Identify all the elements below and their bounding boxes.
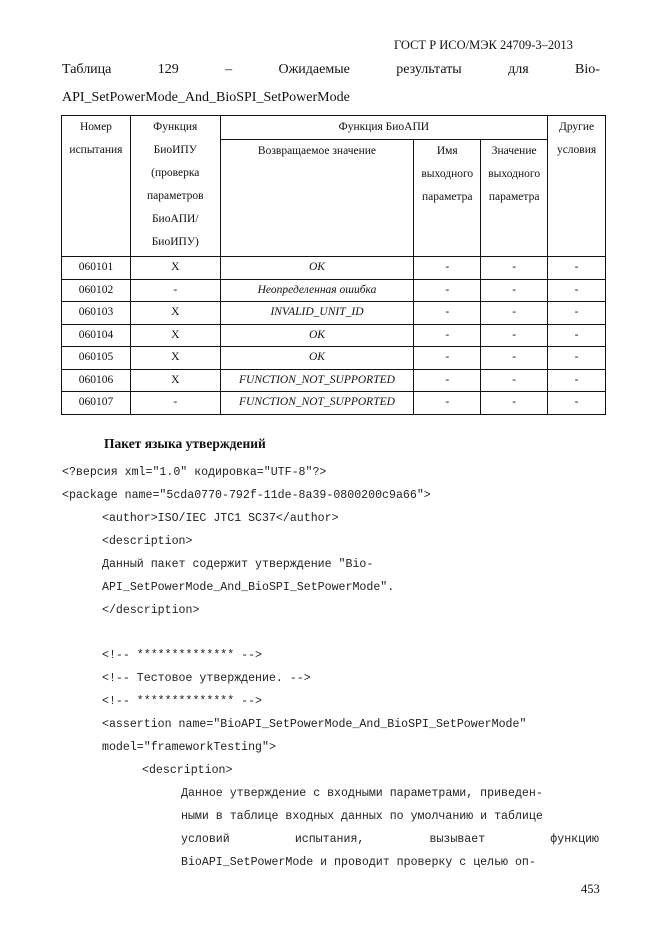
code-line: BioAPI_SetPowerMode и проводит проверку с целью оп- xyxy=(181,856,536,869)
caption-word: результаты xyxy=(396,62,462,77)
code-line: <!-- ************** --> xyxy=(102,649,263,662)
table-row: 060107 - FUNCTION_NOT_SUPPORTED - - - xyxy=(62,392,606,415)
table-caption-line2: API_SetPowerMode_And_BioSPI_SetPowerMode xyxy=(62,90,350,105)
header-return-value: Возвращаемое значение xyxy=(220,140,414,257)
code-line: <description> xyxy=(102,535,193,548)
table-row: 060102 - Неопределенная ошибка - - - xyxy=(62,279,606,302)
table-row: 060101 X OK - - - xyxy=(62,257,606,280)
caption-word: – xyxy=(225,62,233,77)
table-row: 060105 X OK - - - xyxy=(62,347,606,370)
code-line: Данный пакет содержит утверждение "Bio- xyxy=(102,558,374,571)
code-line: ными в таблице входных данных по умолчанию и таблице xyxy=(181,810,543,823)
caption-word: Ожидаемые xyxy=(278,62,350,77)
code-line: Данное утверждение с входными параметрами, приведен- xyxy=(181,787,543,800)
header-bioapi-function: Функция БиоАПИ xyxy=(220,116,547,140)
table-row: 060103 X INVALID_UNIT_ID - - - xyxy=(62,302,606,325)
standard-designation: ГОСТ Р ИСО/МЭК 24709-3–2013 xyxy=(394,38,573,52)
code-line: <?версия xml="1.0" кодировка="UTF-8"?> xyxy=(62,466,327,479)
table-row: 060104 X OK - - - xyxy=(62,324,606,347)
header-bsp-function: Функция БиоИПУ (проверка параметров БиоАПИ/ БиоИПУ) xyxy=(130,116,220,257)
caption-word: Таблица xyxy=(62,62,112,77)
caption-word: для xyxy=(508,62,529,77)
page-number: 453 xyxy=(581,882,600,896)
code-line: model="frameworkTesting"> xyxy=(102,741,276,754)
code-line: <description> xyxy=(142,764,233,777)
code-line: <!-- Тестовое утверждение. --> xyxy=(102,672,311,685)
header-test-number: Номер испытания xyxy=(62,116,131,257)
code-line: API_SetPowerMode_And_BioSPI_SetPowerMode". xyxy=(102,581,395,594)
header-output-name: Имя выходного параметра xyxy=(414,140,481,257)
header-other-conditions: Другие условия xyxy=(548,116,606,257)
code-line: </description> xyxy=(102,604,200,617)
expected-results-table xyxy=(61,115,606,415)
header-output-value: Значение выходного параметра xyxy=(481,140,548,257)
code-line: <!-- ************** --> xyxy=(102,695,263,708)
header-row-1 xyxy=(62,116,606,140)
code-line: условий испытания, вызывает функцию xyxy=(181,833,599,846)
section-title: Пакет языка утверждений xyxy=(104,436,266,451)
caption-word: Bio- xyxy=(575,62,600,77)
table-row: 060106 X FUNCTION_NOT_SUPPORTED - - - xyxy=(62,369,606,392)
table-caption-line1 xyxy=(62,62,600,78)
code-line: <package name="5cda0770-792f-11de-8a39-0800200c9a66"> xyxy=(62,489,431,502)
caption-word: 129 xyxy=(157,62,179,77)
code-line: <assertion name="BioAPI_SetPowerMode_And_BioSPI_SetPowerMode" xyxy=(102,718,527,731)
code-line: <author>ISO/IEC JTC1 SC37</author> xyxy=(102,512,339,525)
